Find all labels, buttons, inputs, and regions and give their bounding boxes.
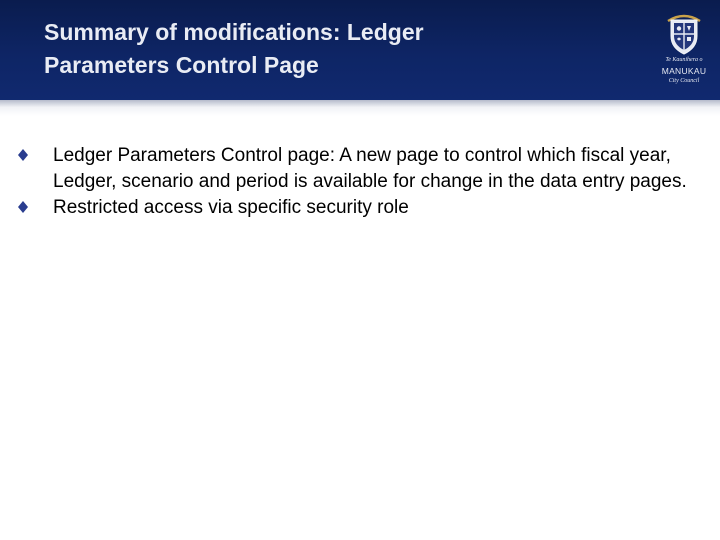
diamond-bullet-icon xyxy=(18,201,28,213)
header-shadow xyxy=(0,100,720,116)
logo-line-1: Te Kaunihera o xyxy=(665,57,703,63)
bullet-item xyxy=(18,143,698,195)
crest-icon xyxy=(656,12,712,56)
slide-title-line-1: Summary of modifications: Ledger xyxy=(44,19,424,45)
slide-title xyxy=(44,16,604,82)
bullet-list xyxy=(18,143,698,221)
logo-line-2: MANUKAU xyxy=(661,66,707,76)
diamond-bullet-icon xyxy=(18,149,28,161)
bullet-item xyxy=(18,195,698,221)
bullet-text: Ledger Parameters Control page: A new page to control which fiscal year, Ledger, scenario and period is available for change in the data entry pages. xyxy=(53,145,687,192)
bullet-text: Restricted access via specific security role xyxy=(53,197,409,218)
slide-header xyxy=(0,0,720,100)
council-logo xyxy=(656,12,712,92)
logo-line-3: City Council xyxy=(668,78,700,84)
slide-title-line-2: Parameters Control Page xyxy=(44,52,319,78)
